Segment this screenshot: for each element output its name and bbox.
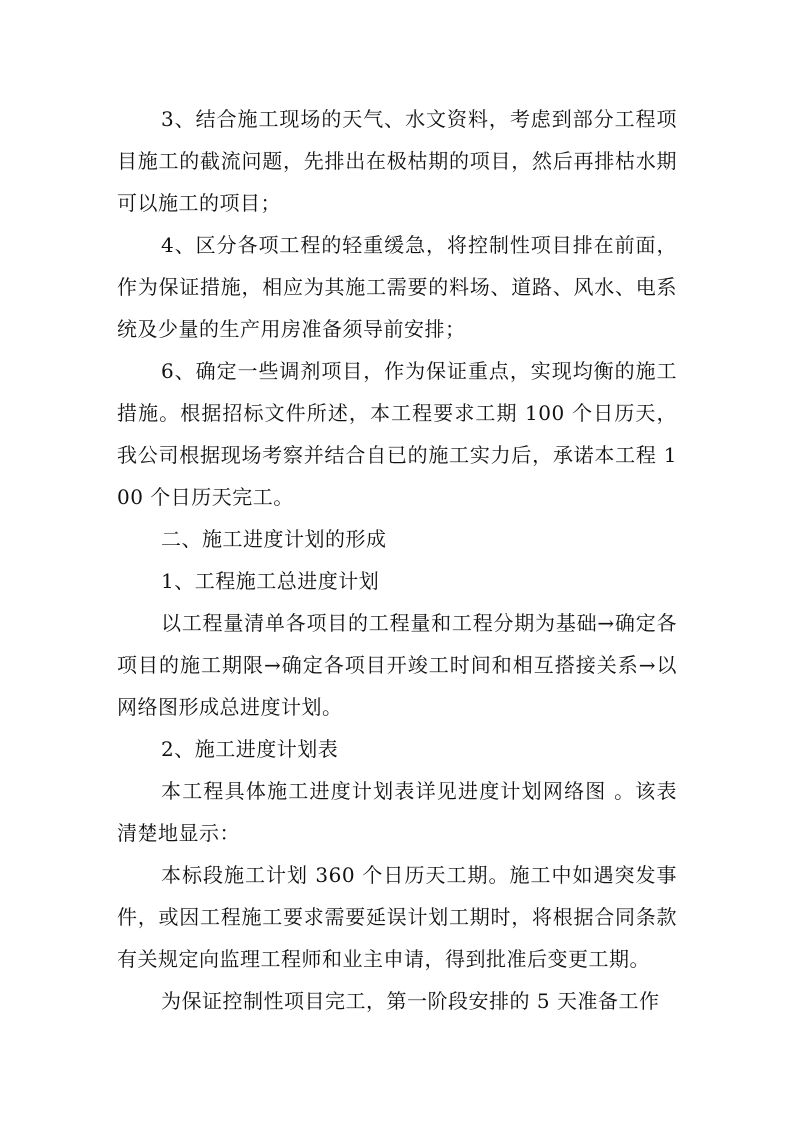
subsection-heading-2: 2、施工进度计划表: [161, 737, 339, 761]
subsection-heading-1: 1、工程施工总进度计划: [161, 569, 380, 593]
document-body: [117, 98, 677, 1022]
paragraph-3: 6、确定一些调剂项目，作为保证重点，实现均衡的施工措施。根据招标文件所述，本工程要求工期 100 个日历天，我公司根据现场考察并结合自已的施工实力后，承诺本工程 100 个日历天完工。: [117, 359, 677, 509]
paragraph-6: 本标段施工计划 360 个日历天工期。施工中如遇突发事件，或因工程施工要求需要延误计划工期时，将根据合同条款有关规定向监理工程师和业主申请，得到批准后变更工期。: [117, 863, 677, 971]
paragraph-1: 3、结合施工现场的天气、水文资料，考虑到部分工程项目施工的截流问题，先排出在极枯期的项目，然后再排枯水期可以施工的项目；: [117, 107, 677, 215]
paragraph-4: 以工程量清单各项目的工程量和工程分期为基础→确定各项目的施工期限→确定各项目开竣工时间和相互搭接关系→以网络图形成总进度计划。: [117, 611, 677, 719]
paragraph-7: 为保证控制性项目完工，第一阶段安排的 5 天准备工作: [161, 989, 660, 1013]
paragraph-2: 4、区分各项工程的轻重缓急，将控制性项目排在前面，作为保证措施，相应为其施工需要的料场、道路、风水、电系统及少量的生产用房准备须导前安排；: [117, 233, 677, 341]
paragraph-5: 本工程具体施工进度计划表详见进度计划网络图 。该表清楚地显示：: [117, 779, 677, 845]
section-heading: 二、施工进度计划的形成: [161, 527, 387, 551]
